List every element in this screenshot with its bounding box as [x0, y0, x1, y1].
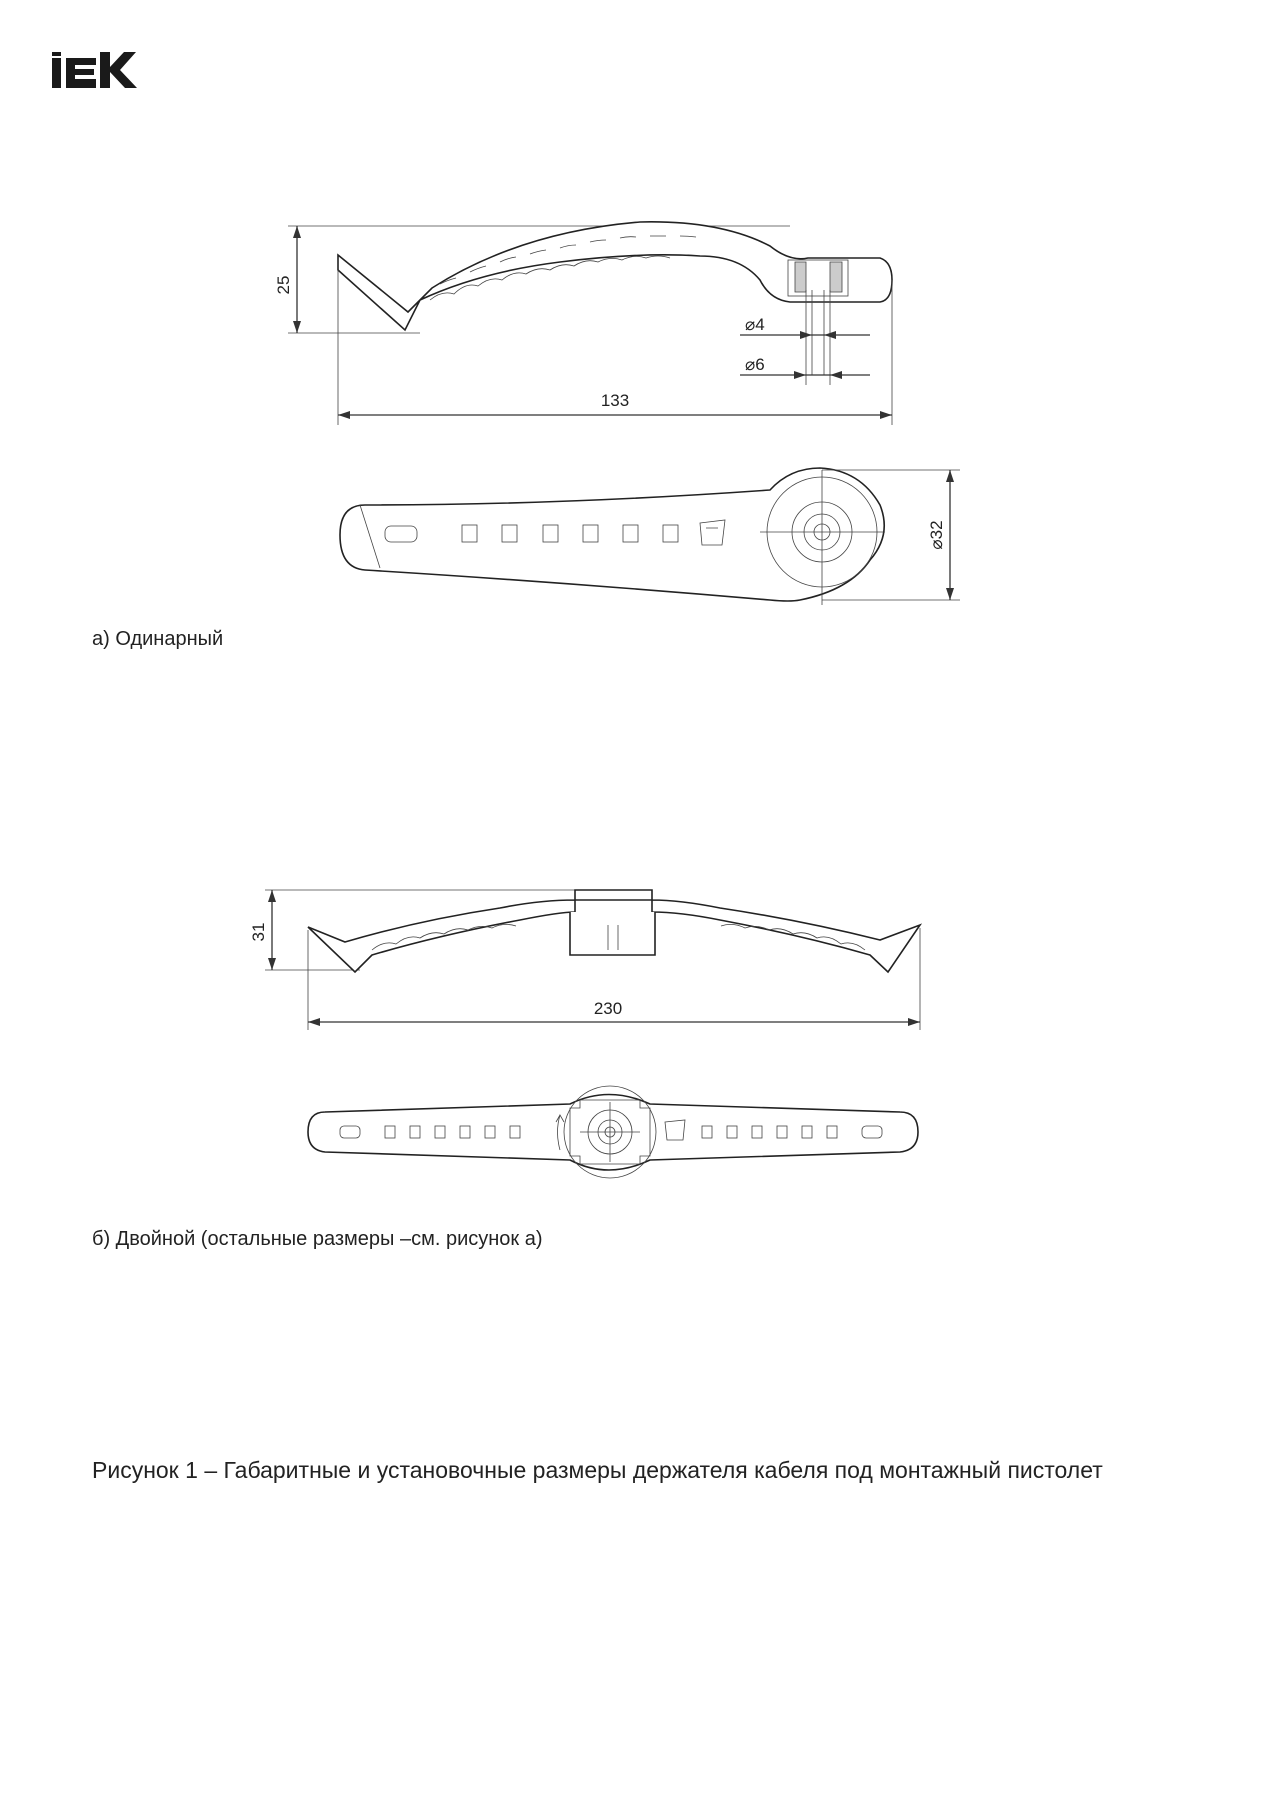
double-holder-top-view — [308, 1086, 918, 1178]
single-holder-side-view — [274, 222, 892, 425]
caption-double: б) Двойной (остальные размеры –см. рисунок а) — [92, 1228, 543, 1250]
figure-caption: Рисунок 1 – Габаритные и установочные размеры держателя кабеля под монтажный пистолет — [92, 1457, 1103, 1483]
double-holder-side-view — [249, 890, 920, 1030]
dim-height-a: 25 — [274, 275, 293, 295]
dim-diameter: ⌀32 — [927, 520, 946, 550]
dim-height-b: 31 — [249, 922, 268, 942]
single-holder-top-view — [340, 468, 960, 605]
dim-length-a: 133 — [600, 391, 630, 410]
dim-hole-outer: ⌀6 — [745, 355, 765, 374]
dim-length-b: 230 — [593, 999, 623, 1018]
dim-hole-inner: ⌀4 — [745, 315, 765, 334]
caption-single: а) Одинарный — [92, 628, 224, 650]
